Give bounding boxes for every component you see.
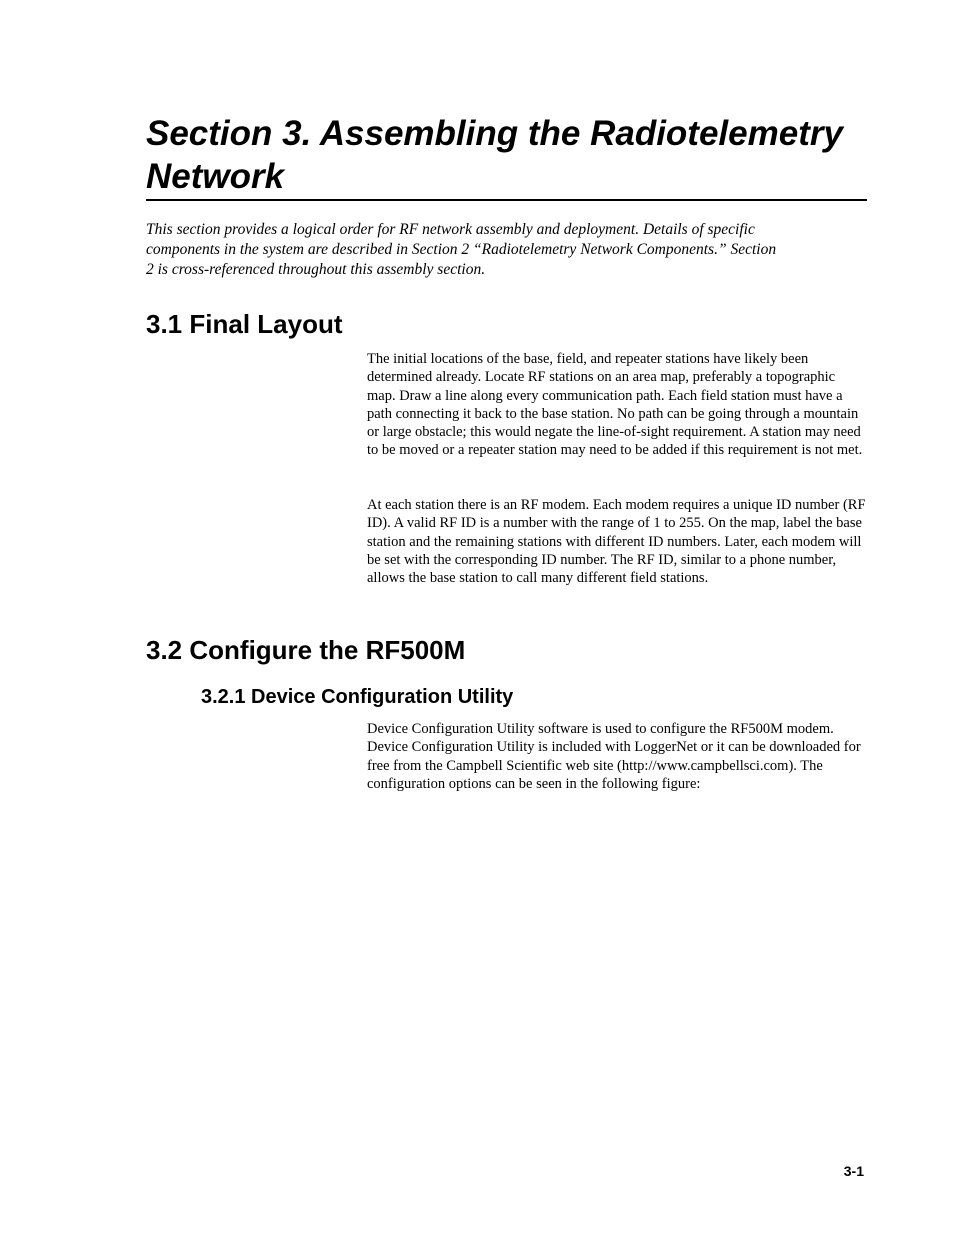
final-layout-paragraph-1: The initial locations of the base, field, and repeater stations have likely been determined already. Locate RF stations on an area map, preferably a topographic map. Draw a line along every communication path. Each field station must have a path connecting it back to the base station. No path can be going through a mountain or large obstacle; this would negate the line-of-sight requirement. A station may need to be moved or a repeater station may need to be added if this requirement is not met. [367,351,863,459]
title-underline [146,199,867,201]
section-title: Section 3. Assembling the Radiotelemetry Network [146,114,843,196]
section-intro: This section provides a logical order for RF network assembly and deployment. Details of specific components in the system are described in Section 2 “Radiotelemetry Network Components.” Section 2 is cross-referenced throughout this assembly section. [146,221,777,278]
final-layout-paragraph-2: At each station there is an RF modem. Each modem requires a unique ID number (RF ID). A valid RF ID is a number with the range of 1 to 255. On the map, label the base station and the remaining stations with different ID numbers. Later, each modem will be set with the corresponding ID number. The RF ID, similar to a phone number, allows the base station to call many different field stations. [367,497,866,587]
device-utility-paragraph: Device Configuration Utility software is used to configure the RF500M modem. Device Configuration Utility is included with LoggerNet or it can be downloaded for free from the Campbell Scientific web site (http://www.campbellsci.com). The configuration options can be seen in the following figure: [367,721,861,792]
heading-final-layout: 3.1 Final Layout [146,309,343,339]
heading-device-configuration-utility: 3.2.1 Device Configuration Utility [201,686,514,708]
page-number: 3-1 [843,1163,864,1179]
heading-configure-rf500m: 3.2 Configure the RF500M [146,635,466,665]
